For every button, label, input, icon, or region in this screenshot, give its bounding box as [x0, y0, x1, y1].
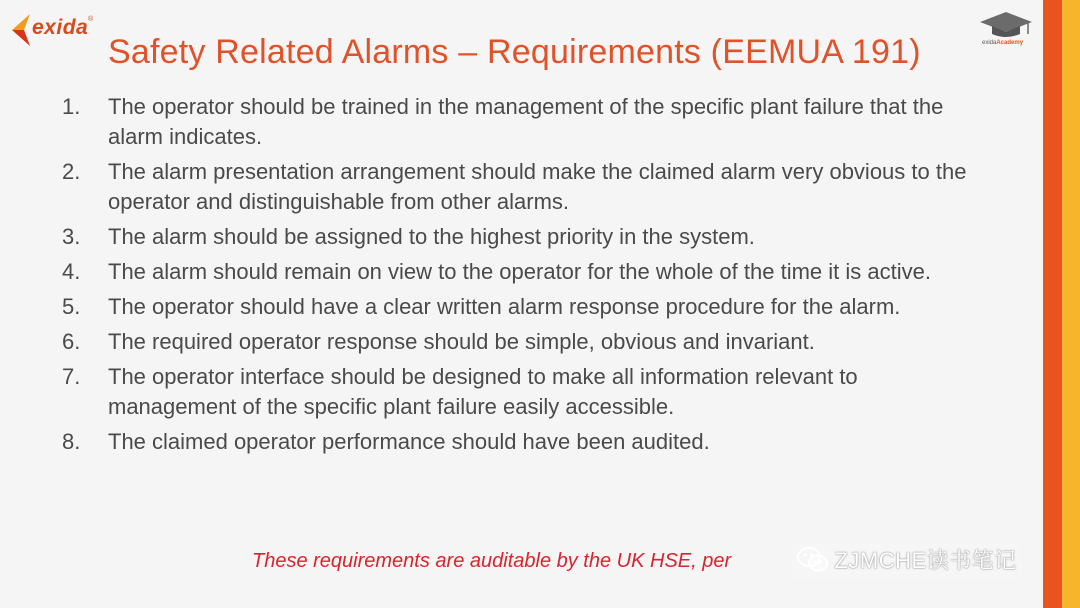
slide-title: Safety Related Alarms – Requirements (EEMUA 191): [108, 33, 921, 71]
list-item-text: The operator should have a clear written alarm response procedure for the alarm.: [108, 294, 901, 319]
list-item-number: 4.: [62, 259, 81, 284]
wechat-icon: [796, 545, 830, 575]
list-item-text: The claimed operator performance should have been audited.: [108, 429, 710, 454]
watermark-text: ZJMCHE读书笔记: [834, 548, 1017, 573]
logo-registered-mark: ®: [88, 16, 94, 23]
graduation-cap-icon: [978, 8, 1034, 40]
list-item-text: The operator should be trained in the management of the specific plant failure that the alarm indicates.: [108, 94, 944, 149]
list-item-number: 1.: [62, 94, 81, 119]
academy-label: exidaAcademy: [982, 40, 1024, 46]
watermark: [792, 544, 1021, 580]
footnote: These requirements are auditable by the UK HSE, per: [252, 550, 732, 572]
decorative-yellow-bar: [1062, 0, 1080, 608]
list-item: [0, 257, 1000, 287]
list-item: [0, 362, 1000, 422]
list-item-number: 6.: [62, 329, 81, 354]
list-item-text: The required operator response should be simple, obvious and invariant.: [108, 329, 815, 354]
logo-text: exida: [32, 16, 89, 39]
list-item-number: 7.: [62, 364, 81, 389]
list-item: [0, 327, 1000, 357]
list-item: [0, 92, 1000, 152]
list-item-number: 3.: [62, 224, 81, 249]
requirements-list: [0, 92, 1000, 462]
list-item: [0, 292, 1000, 322]
decorative-orange-bar: [1043, 0, 1062, 608]
list-item-number: 2.: [62, 159, 81, 184]
list-item-text: The alarm presentation arrangement should make the claimed alarm very obvious to the operator and distinguishable from other alarms.: [108, 159, 967, 214]
list-item-text: The operator interface should be designed to make all information relevant to management of the specific plant failure easily accessible.: [108, 364, 858, 419]
list-item: [0, 157, 1000, 217]
list-item: [0, 222, 1000, 252]
list-item-text: The alarm should be assigned to the highest priority in the system.: [108, 224, 755, 249]
list-item-number: 8.: [62, 429, 81, 454]
exida-logo: [10, 10, 100, 50]
list-item-text: The alarm should remain on view to the operator for the whole of the time it is active.: [108, 259, 931, 284]
list-item-number: 5.: [62, 294, 81, 319]
academy-badge: [978, 8, 1040, 48]
list-item: [0, 427, 1000, 457]
